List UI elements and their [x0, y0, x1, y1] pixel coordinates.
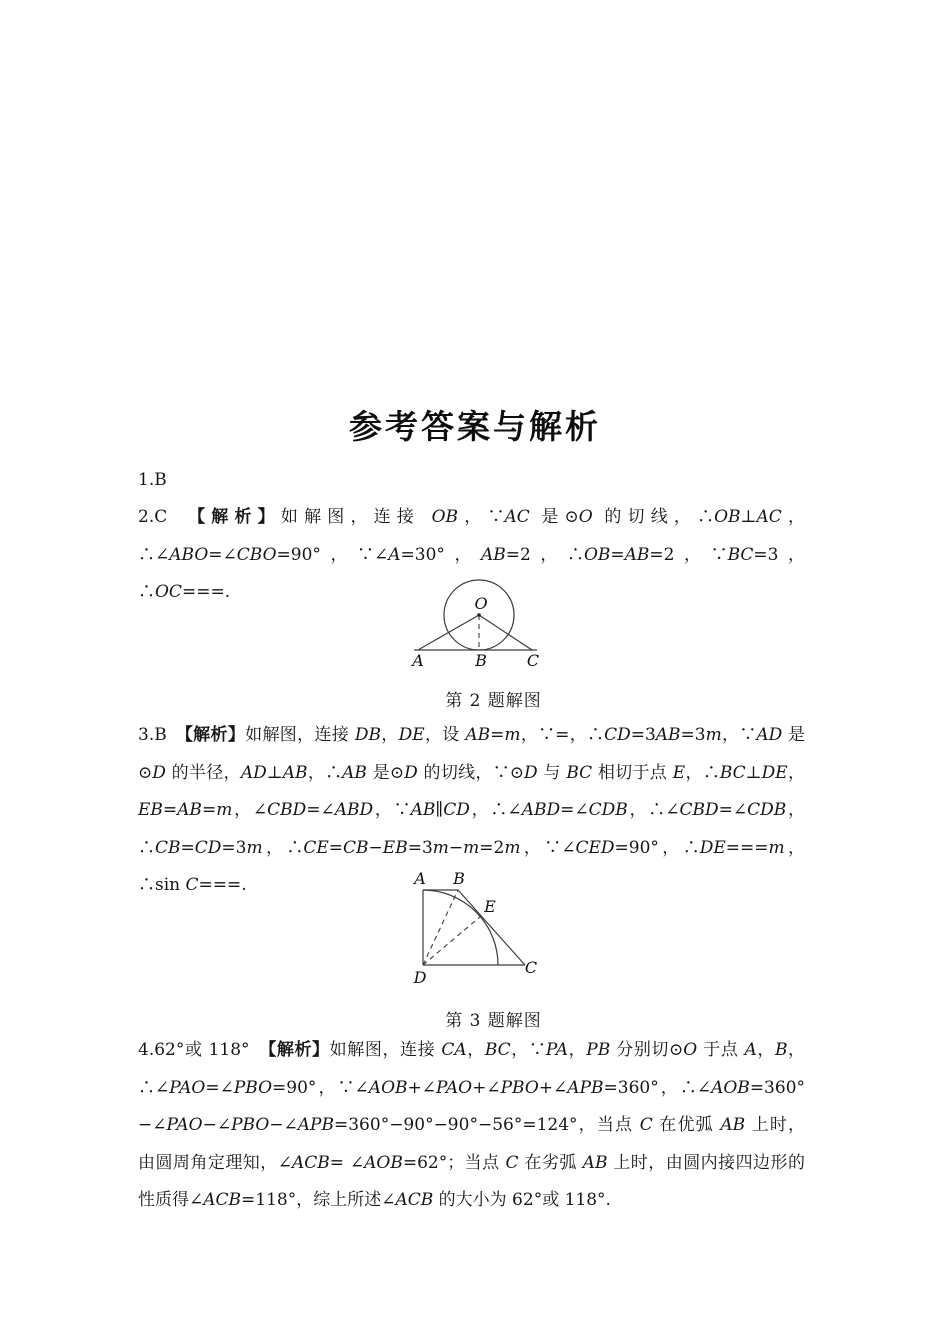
center-point-O: [477, 613, 481, 617]
label-C: C: [524, 958, 538, 977]
label-D: D: [413, 968, 427, 987]
label-E: E: [484, 897, 496, 916]
line-OC: [479, 615, 532, 650]
line-OA: [418, 615, 479, 650]
label-B: B: [453, 869, 465, 888]
label-A: A: [412, 651, 424, 670]
figure-2-caption: 第 2 题解图: [445, 691, 542, 711]
answer-item-3: 3.B 【解析】如解图，连接 DB，DE，设 AB=m，∵=，∴CD=3AB=3m，∵AD 是⊙D 的半径，AD⊥AB，∴AB 是⊙D 的切线，∵⊙D 与 BC 相切于点 E，∴BC⊥DE，EB=AB=m，∠CBD=∠ABD，∵AB∥CD，∴∠ABD=∠CDB，∴∠CBD=∠CDB，∴CB=CD=3m，∴CE=CB−EB=3m−m=2m，∵∠CED=90°，∴DE===m，∴sin C===.: [138, 725, 806, 895]
answer-item-4: 4.62°或 118° 【解析】如解图，连接 CA，BC，∵PA，PB 分别切⊙O 于点 A，B，∴∠PAO=∠PBO=90°，∵∠AOB+∠PAO+∠PBO+∠APB=360°，∴∠AOB=360°−∠PAO−∠PBO−∠APB=360°−90°−90°−56°=124°，当点 C 在优弧 AB 上时，由圆周角定理知，∠ACB= ∠AOB=62°；当点 C 在劣弧 AB 上时，由圆内接四边形的性质得∠ACB=118°，综上所述∠ACB 的大小为 62°或 118°.: [138, 1040, 806, 1210]
figure-3-caption: 第 3 题解图: [445, 1011, 542, 1031]
dashed-line-DB: [423, 890, 458, 965]
figure-question2-diagram: [393, 570, 583, 674]
label-C: C: [526, 651, 540, 670]
label-A: A: [414, 869, 426, 888]
answer-item-1: 1.B: [138, 470, 167, 490]
label-B: B: [475, 651, 487, 670]
answer-item-2: 2.C 【解析】如解图，连接 OB，∵AC 是⊙O 的切线，∴OB⊥AC，∴∠ABO=∠CBO=90°，∵∠A=30°，AB=2，∴OB=AB=2，∵BC=3，∴OC===.: [138, 507, 806, 602]
label-O: O: [474, 594, 488, 613]
figure-question3-diagram: [403, 866, 553, 988]
page-title: 参考答案与解析: [349, 407, 601, 446]
dashed-line-DE: [423, 916, 481, 965]
